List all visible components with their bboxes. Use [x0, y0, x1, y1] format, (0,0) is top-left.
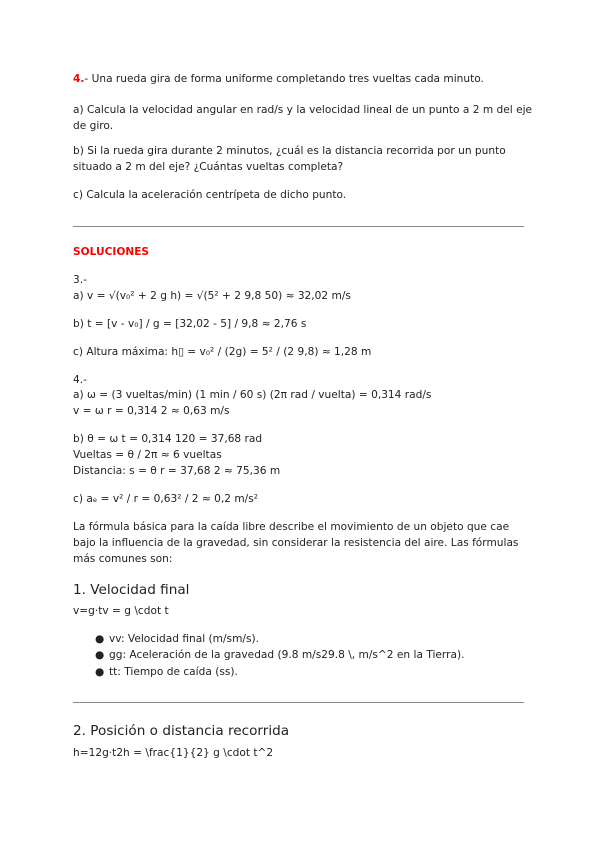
solution-4-b1: b) θ = ω t = 0,314 120 = 37,68 rad	[73, 433, 263, 445]
solution-3-b: b) t = [v - v₀] / g = [32,02 - 5] / 9,8 ≈ 2,76 s	[73, 318, 307, 330]
problem-4-part-b-line2: situado a 2 m del eje? ¿Cuántas vueltas completa?	[73, 161, 344, 173]
divider	[73, 702, 524, 703]
intro-line3: más comunes son:	[73, 553, 173, 565]
solution-4-c: c) aₑ = v² / r = 0,63² / 2 ≈ 0,2 m/s²	[73, 493, 258, 505]
problem-4-part-a-line1: a) Calcula la velocidad angular en rad/s y la velocidad lineal de un punto a 2 m del eje	[73, 104, 533, 116]
solutions-title: SOLUCIONES	[73, 246, 150, 258]
solution-3-a: a) v = √(v₀² + 2 g h) = √(5² + 2 9,8 50) ≈ 32,02 m/s	[73, 290, 351, 302]
problem-4-statement: 4.- Una rueda gira de forma uniforme completando tres vueltas cada minuto.	[73, 73, 484, 85]
bullet-icon: ●	[95, 633, 105, 645]
list-item: ● tt: Tiempo de caída (ss).	[95, 666, 238, 678]
list-item: ● vv: Velocidad final (m/sm/s).	[95, 633, 259, 645]
bullet-icon: ●	[95, 649, 105, 661]
solution-4-a1: a) ω = (3 vueltas/min) (1 min / 60 s) (2π rad / vuelta) = 0,314 rad/s	[73, 389, 432, 401]
solution-4-a2: v = ω r = 0,314 2 ≈ 0,63 m/s	[73, 405, 230, 417]
list-item: ● gg: Aceleración de la gravedad (9.8 m/s29.8 \, m/s^2 en la Tierra).	[95, 649, 465, 661]
problem-number: 4.	[73, 73, 85, 85]
solution-3-c: c) Altura máxima: h▯ = v₀² / (2g) = 5² / (2 9,8) ≈ 1,28 m	[73, 346, 372, 358]
problem-4-part-c: c) Calcula la aceleración centrípeta de dicho punto.	[73, 189, 347, 201]
solution-4-label: 4.-	[73, 374, 87, 386]
problem-4-part-a-line2: de giro.	[73, 120, 114, 132]
solution-4-b3: Distancia: s = θ r = 37,68 2 ≈ 75,36 m	[73, 465, 281, 477]
solution-4-b2: Vueltas = θ / 2π ≈ 6 vueltas	[73, 449, 222, 461]
divider	[73, 226, 524, 227]
section-1-formula: v=g⋅tv = g \cdot t	[73, 605, 169, 617]
section-2-heading: 2. Posición o distancia recorrida	[73, 723, 290, 739]
intro-line1: La fórmula básica para la caída libre describe el movimiento de un objeto que cae	[73, 521, 510, 533]
solution-3-label: 3.-	[73, 274, 87, 286]
bullet-icon: ●	[95, 666, 105, 678]
section-1-heading: 1. Velocidad final	[73, 582, 190, 598]
problem-4-part-b-line1: b) Si la rueda gira durante 2 minutos, ¿cuál es la distancia recorrida por un punto	[73, 145, 506, 157]
intro-line2: bajo la influencia de la gravedad, sin considerar la resistencia del aire. Las fórmulas	[73, 537, 519, 549]
section-2-formula: h=12g⋅t2h = \frac{1}{2} g \cdot t^2	[73, 747, 274, 759]
